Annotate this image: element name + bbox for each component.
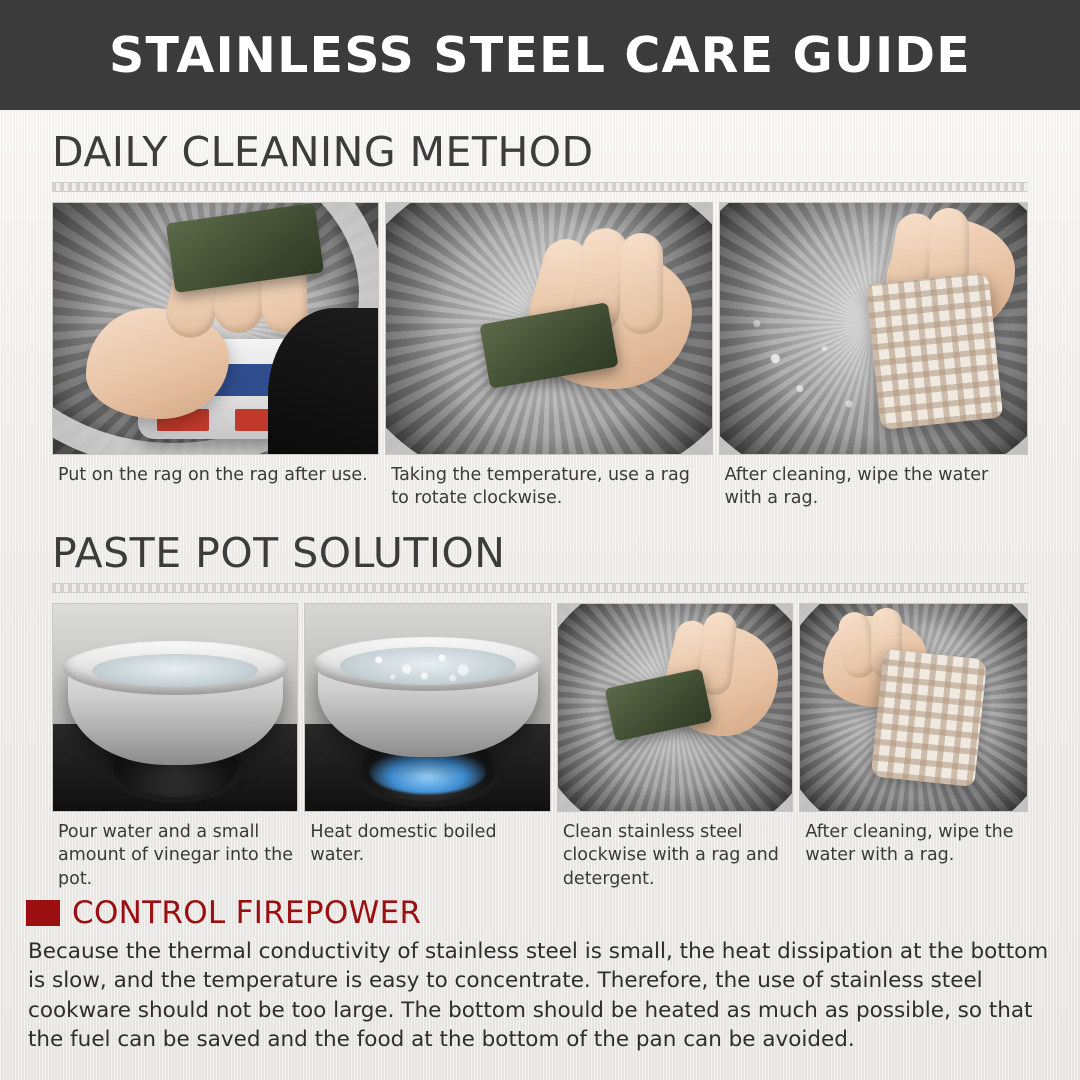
photo-wipe-with-cloth	[719, 202, 1028, 455]
section-title-paste-pot: PASTE POT SOLUTION	[52, 528, 506, 577]
step-caption: Put on the rag on the rag after use.	[58, 465, 368, 485]
photo-strip-paste	[52, 603, 1028, 891]
photo-scrub-with-tub	[52, 202, 379, 455]
photo-strip-daily	[52, 202, 1028, 511]
step-caption: Clean stainless steel clockwise with a rag and detergent.	[562, 821, 779, 889]
step-card	[52, 603, 298, 891]
firepower-heading	[26, 895, 1054, 931]
divider-rule	[52, 583, 1028, 593]
checkered-cloth	[866, 272, 1004, 430]
photo-wipe-water-cloth	[799, 603, 1028, 812]
photo-pour-water-vinegar	[52, 603, 298, 812]
section-control-firepower	[0, 891, 1080, 1054]
section-paste-pot	[0, 529, 1080, 891]
step-card	[385, 202, 712, 511]
step-caption: Taking the temperature, use a rag to rotate clockwise.	[391, 465, 690, 509]
firepower-body: Because the thermal conductivity of stainless steel is small, the heat dissipation at the bottom is slow, and the temperature is easy to concentrate. Therefore, the use of stainless steel cookware should not be too large. The bottom should be heated as much as possible, so that the fuel can be saved and the food at the bottom of the pan can be avoided.	[28, 939, 1049, 1052]
divider-rule	[52, 182, 1028, 192]
checkered-cloth	[871, 648, 988, 787]
step-caption: After cleaning, wipe the water with a rag.	[724, 465, 989, 509]
section-daily-cleaning	[0, 128, 1080, 511]
step-card	[52, 202, 379, 511]
step-caption: Pour water and a small amount of vinegar into the pot.	[58, 821, 293, 889]
red-square-icon	[26, 900, 60, 926]
section-title-daily-cleaning: DAILY CLEANING METHOD	[52, 128, 594, 176]
step-card	[557, 603, 794, 891]
step-card	[719, 202, 1028, 511]
photo-heat-boiled-water	[304, 603, 550, 812]
photo-rotate-clockwise	[385, 202, 712, 455]
step-card	[304, 603, 550, 891]
page-title: STAINLESS STEEL CARE GUIDE	[109, 26, 971, 84]
firepower-title: CONTROL FIREPOWER	[72, 895, 422, 932]
step-caption: Heat domestic boiled water.	[310, 821, 497, 866]
photo-clean-with-rag	[557, 603, 794, 812]
step-caption: After cleaning, wipe the water with a rag.	[805, 821, 1014, 866]
page-header	[0, 0, 1080, 110]
step-card	[799, 603, 1028, 891]
